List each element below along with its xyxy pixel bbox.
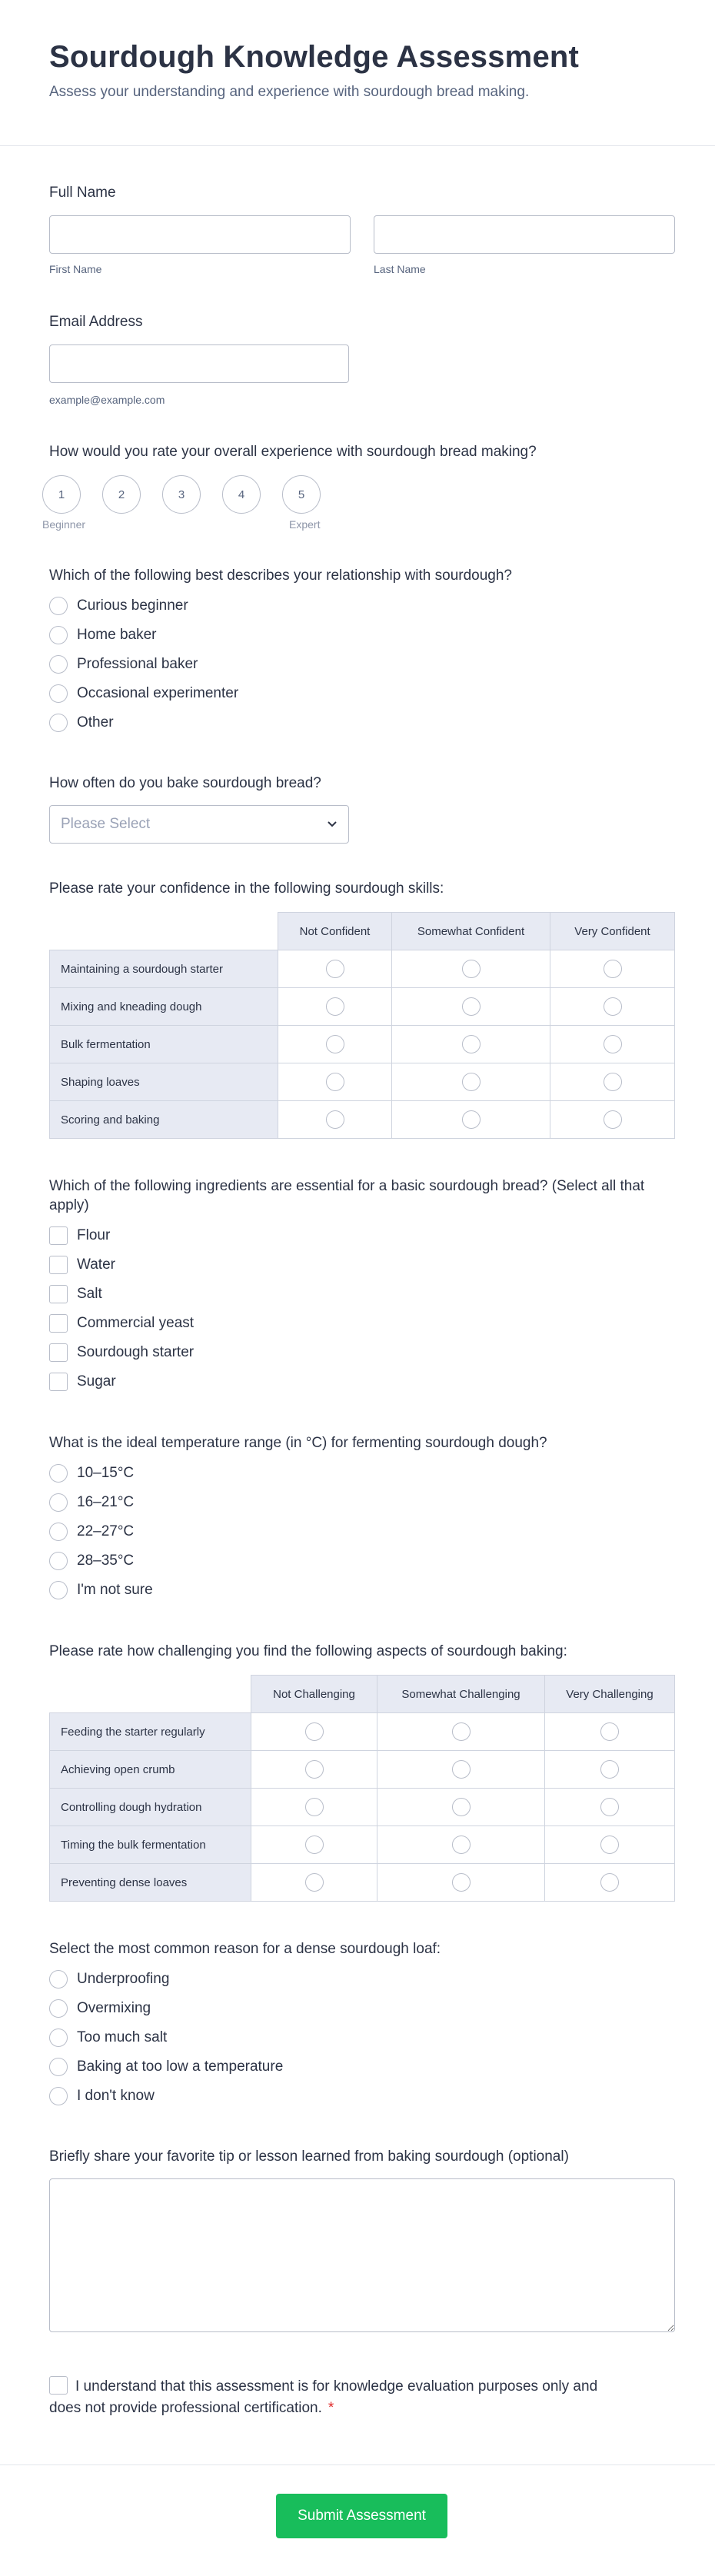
tip-textarea[interactable]	[49, 2178, 675, 2332]
form-header	[0, 0, 715, 146]
submit-button[interactable]: Submit Assessment	[276, 2494, 447, 2538]
last-name-input[interactable]	[374, 215, 675, 254]
form-footer	[0, 2465, 715, 2576]
radio-option-label: Overmixing	[77, 2000, 151, 2016]
email-sublabel: example@example.com	[49, 394, 165, 406]
matrix-radio[interactable]	[462, 1073, 481, 1091]
radio-option-label: 16–21°C	[77, 1494, 135, 1510]
matrix-row-label: Preventing dense loaves	[50, 1864, 251, 1902]
radio-option-label: Underproofing	[77, 1971, 170, 1987]
radio-option-label: Other	[77, 714, 114, 731]
checkbox[interactable]	[49, 1343, 68, 1362]
scale-option[interactable]: 5	[282, 475, 321, 514]
experience-scale	[42, 475, 675, 514]
checkbox-option-label: Sugar	[77, 1373, 116, 1390]
chevron-down-icon	[327, 820, 338, 828]
radio-option[interactable]	[49, 1488, 675, 1517]
radio-option-label: Curious beginner	[77, 597, 188, 614]
checkbox-option-label: Sourdough starter	[77, 1344, 195, 1360]
frequency-question	[49, 774, 675, 844]
radio-option[interactable]	[49, 650, 675, 679]
matrix-radio[interactable]	[326, 1073, 344, 1091]
matrix-row-label: Bulk fermentation	[50, 1026, 278, 1063]
matrix-radio[interactable]	[604, 1035, 622, 1053]
matrix-radio[interactable]	[452, 1760, 471, 1779]
full-name-label: Full Name	[49, 185, 116, 201]
matrix-column-header: Somewhat Confident	[392, 913, 550, 950]
radio-button[interactable]	[49, 1999, 68, 2018]
radio-option-label: Home baker	[77, 627, 157, 643]
matrix-radio[interactable]	[452, 1835, 471, 1854]
scale-option[interactable]: 3	[162, 475, 201, 514]
matrix-row	[50, 988, 675, 1026]
temperature-question	[49, 1433, 675, 1605]
checkbox-option-label: Commercial yeast	[77, 1315, 195, 1331]
radio-option[interactable]	[49, 708, 675, 737]
matrix-radio[interactable]	[452, 1722, 471, 1741]
scale-high-label: Expert	[289, 518, 321, 531]
matrix-row	[50, 1063, 675, 1101]
matrix-radio[interactable]	[326, 1035, 344, 1053]
checkbox[interactable]	[49, 1314, 68, 1333]
matrix-row	[50, 1864, 675, 1902]
matrix-row	[50, 1026, 675, 1063]
email-question	[49, 312, 675, 406]
radio-button[interactable]	[49, 2058, 68, 2076]
required-mark: *	[328, 2400, 334, 2416]
matrix-column-header: Not Confident	[278, 913, 392, 950]
confidence-matrix	[49, 912, 675, 1139]
matrix-radio[interactable]	[452, 1873, 471, 1892]
agreement-checkbox[interactable]	[49, 2376, 68, 2395]
radio-button[interactable]	[49, 597, 68, 615]
radio-button[interactable]	[49, 2029, 68, 2047]
challenge-question	[49, 1642, 675, 1902]
radio-option-label: Occasional experimenter	[77, 685, 239, 701]
matrix-row	[50, 1826, 675, 1864]
matrix-column-header: Very Challenging	[545, 1676, 675, 1713]
checkbox[interactable]	[49, 1256, 68, 1274]
checkbox-option[interactable]	[49, 1309, 675, 1338]
matrix-radio[interactable]	[452, 1798, 471, 1816]
matrix-radio[interactable]	[604, 1110, 622, 1129]
radio-option-label: I'm not sure	[77, 1582, 153, 1598]
radio-option[interactable]	[49, 1965, 675, 1994]
challenge-label: Please rate how challenging you find the following aspects of sourdough baking:	[49, 1643, 567, 1659]
matrix-column-header: Very Confident	[550, 913, 675, 950]
matrix-radio[interactable]	[462, 1110, 481, 1129]
scale-option[interactable]: 1	[42, 475, 81, 514]
matrix-row-label: Maintaining a sourdough starter	[50, 950, 278, 988]
checkbox[interactable]	[49, 1373, 68, 1391]
checkbox-option[interactable]	[49, 1280, 675, 1309]
select-placeholder: Please Select	[61, 816, 151, 832]
frequency-label: How often do you bake sourdough bread?	[49, 775, 321, 791]
radio-button[interactable]	[49, 1464, 68, 1483]
radio-option[interactable]	[49, 1994, 675, 2023]
checkbox-option[interactable]	[49, 1250, 675, 1280]
ingredients-question	[49, 1177, 675, 1396]
dense-reason-question	[49, 1939, 675, 2111]
radio-button[interactable]	[49, 1523, 68, 1541]
matrix-radio[interactable]	[462, 1035, 481, 1053]
matrix-radio[interactable]	[604, 997, 622, 1016]
matrix-radio[interactable]	[600, 1835, 619, 1854]
radio-option[interactable]	[49, 2052, 675, 2082]
tip-question	[49, 2147, 675, 2332]
checkbox-option-label: Salt	[77, 1286, 102, 1302]
matrix-row	[50, 1713, 675, 1751]
checkbox-option[interactable]	[49, 1221, 675, 1250]
matrix-radio[interactable]	[604, 960, 622, 978]
radio-option-label: Baking at too low a temperature	[77, 2058, 284, 2075]
radio-button[interactable]	[49, 626, 68, 644]
tip-label: Briefly share your favorite tip or lesson learned from baking sourdough (optional)	[49, 2148, 569, 2165]
radio-option[interactable]	[49, 679, 675, 708]
matrix-radio[interactable]	[600, 1722, 619, 1741]
matrix-radio[interactable]	[305, 1722, 324, 1741]
radio-option[interactable]	[49, 2023, 675, 2052]
last-name-sublabel: Last Name	[374, 263, 426, 275]
confidence-question	[49, 879, 675, 1139]
radio-option-label: 10–15°C	[77, 1465, 135, 1481]
first-name-sublabel: First Name	[49, 263, 102, 275]
radio-option[interactable]	[49, 621, 675, 650]
matrix-row-label: Controlling dough hydration	[50, 1789, 251, 1826]
matrix-row-label: Achieving open crumb	[50, 1751, 251, 1789]
radio-option-label: I don't know	[77, 2088, 155, 2104]
checkbox[interactable]	[49, 1285, 68, 1303]
matrix-radio[interactable]	[600, 1873, 619, 1892]
email-input[interactable]	[49, 344, 349, 383]
checkbox[interactable]	[49, 1226, 68, 1245]
confidence-label: Please rate your confidence in the following sourdough skills:	[49, 880, 444, 897]
radio-button[interactable]	[49, 1493, 68, 1512]
dense-reason-label: Select the most common reason for a dense sourdough loaf:	[49, 1941, 441, 1957]
checkbox-option-label: Flour	[77, 1227, 111, 1243]
checkbox-option[interactable]	[49, 1338, 675, 1367]
form-subtitle: Assess your understanding and experience with sourdough bread making.	[49, 84, 530, 100]
matrix-row-label: Scoring and baking	[50, 1101, 278, 1139]
radio-button[interactable]	[49, 1970, 68, 1989]
matrix-radio[interactable]	[326, 1110, 344, 1129]
matrix-row-label: Feeding the starter regularly	[50, 1713, 251, 1751]
email-label: Email Address	[49, 314, 143, 330]
matrix-radio[interactable]	[462, 997, 481, 1016]
radio-button[interactable]	[49, 1552, 68, 1570]
matrix-radio[interactable]	[326, 997, 344, 1016]
relationship-label: Which of the following best describes your relationship with sourdough?	[49, 567, 512, 584]
matrix-radio[interactable]	[604, 1073, 622, 1091]
radio-option-label: Professional baker	[77, 656, 198, 672]
matrix-row-label: Timing the bulk fermentation	[50, 1826, 251, 1864]
matrix-row	[50, 1101, 675, 1139]
matrix-radio[interactable]	[326, 960, 344, 978]
form-title: Sourdough Knowledge Assessment	[49, 40, 580, 74]
first-name-input[interactable]	[49, 215, 351, 254]
matrix-row-label: Mixing and kneading dough	[50, 988, 278, 1026]
agreement-text: I understand that this assessment is for knowledge evaluation purposes only and does not provide professional certification.	[49, 2378, 598, 2416]
radio-button[interactable]	[49, 684, 68, 703]
scale-low-label: Beginner	[42, 518, 86, 531]
temperature-label: What is the ideal temperature range (in °C) for fermenting sourdough dough?	[49, 1435, 547, 1451]
agreement-question	[49, 2376, 618, 2419]
experience-label: How would you rate your overall experience with sourdough bread making?	[49, 444, 537, 460]
radio-button[interactable]	[49, 714, 68, 732]
radio-option[interactable]	[49, 1517, 675, 1546]
matrix-column-header: Somewhat Challenging	[377, 1676, 545, 1713]
matrix-radio[interactable]	[305, 1798, 324, 1816]
radio-button[interactable]	[49, 1581, 68, 1599]
scale-option[interactable]: 2	[102, 475, 141, 514]
matrix-radio[interactable]	[600, 1760, 619, 1779]
matrix-radio[interactable]	[305, 1760, 324, 1779]
radio-option-label: 22–27°C	[77, 1523, 135, 1539]
full-name-question	[49, 183, 675, 275]
relationship-question	[49, 566, 675, 737]
radio-button[interactable]	[49, 655, 68, 674]
radio-option[interactable]	[49, 1546, 675, 1576]
matrix-row	[50, 1751, 675, 1789]
matrix-row-label: Shaping loaves	[50, 1063, 278, 1101]
matrix-radio[interactable]	[600, 1798, 619, 1816]
experience-question	[42, 442, 675, 535]
radio-option-label: 28–35°C	[77, 1553, 135, 1569]
matrix-column-header: Not Challenging	[251, 1676, 377, 1713]
radio-option[interactable]	[49, 1459, 675, 1488]
matrix-radio[interactable]	[305, 1835, 324, 1854]
checkbox-option[interactable]	[49, 1367, 675, 1396]
matrix-row	[50, 950, 675, 988]
radio-option[interactable]	[49, 1576, 675, 1605]
checkbox-option-label: Water	[77, 1256, 115, 1273]
matrix-radio[interactable]	[305, 1873, 324, 1892]
radio-option[interactable]	[49, 2082, 675, 2111]
matrix-radio[interactable]	[462, 960, 481, 978]
radio-button[interactable]	[49, 2087, 68, 2105]
frequency-select[interactable]	[49, 805, 349, 844]
scale-option[interactable]: 4	[222, 475, 261, 514]
ingredients-label: Which of the following ingredients are essential for a basic sourdough bread? (Select all that apply)	[49, 1178, 645, 1213]
radio-option[interactable]	[49, 591, 675, 621]
radio-option-label: Too much salt	[77, 2029, 168, 2045]
matrix-row	[50, 1789, 675, 1826]
challenge-matrix	[49, 1675, 675, 1902]
